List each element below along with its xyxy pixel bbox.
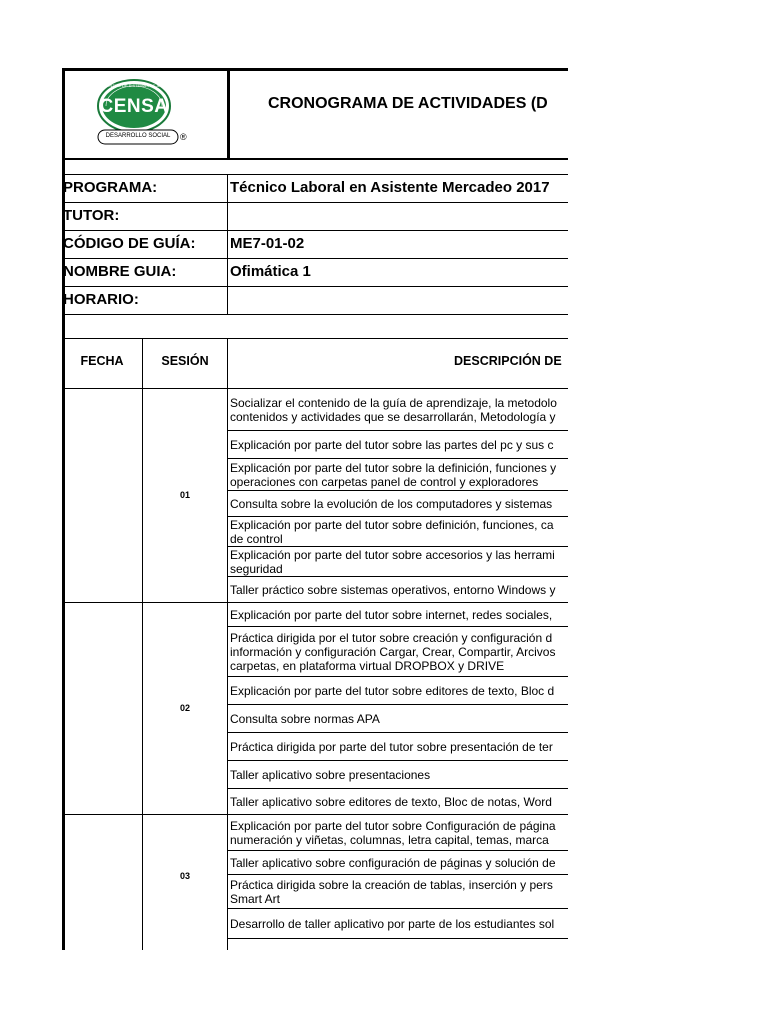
activity-row-border (228, 850, 568, 851)
activity-line: Consulta sobre la evolución de los computadores y sistemas (230, 497, 553, 511)
activity-description (230, 608, 552, 622)
activity-line: de control (230, 532, 283, 546)
colhead-top-border (62, 338, 568, 339)
column-header-sesion: SESIÓN (161, 354, 209, 368)
colhead-bottom-border (62, 388, 568, 389)
activity-description (230, 768, 430, 782)
session-number: 01 (179, 490, 190, 500)
info-row-border (62, 202, 568, 203)
column-header-fecha: FECHA (80, 354, 124, 368)
activity-row-border (228, 626, 568, 627)
activity-line: información y configuración Cargar, Crear, Compartir, Arcivos (230, 645, 556, 659)
activity-line: numeración y viñetas, columnas, letra capital, temas, marca (230, 833, 549, 847)
header-bottom-border (62, 158, 568, 160)
activity-description (230, 396, 557, 424)
activity-description (230, 856, 556, 870)
logo-brand-text: CENSA (99, 96, 169, 117)
activity-line: Práctica dirigida sobre la creación de tablas, inserción y pers (230, 878, 553, 892)
activity-line: Explicación por parte del tutor sobre editores de texto, Bloc d (230, 684, 555, 698)
info-top-border (62, 174, 568, 175)
logo-tagline: DESARROLLO SOCIAL (105, 133, 171, 139)
session-number: 03 (179, 871, 190, 881)
activity-row-border (228, 814, 568, 815)
info-value: Ofimática 1 (230, 263, 311, 280)
activity-line: Taller aplicativo sobre configuración de páginas y solución de (230, 856, 556, 870)
activity-description (230, 795, 552, 809)
activity-line: operaciones con carpetas panel de control y exploradores (230, 475, 539, 489)
activity-description (230, 461, 556, 489)
session-separator (62, 602, 228, 603)
registered-mark: ® (180, 132, 187, 142)
session-number: 02 (179, 703, 190, 713)
activity-row-border (228, 676, 568, 677)
info-row-border (62, 314, 568, 315)
activity-description (230, 548, 555, 576)
activity-line: seguridad (230, 562, 283, 576)
info-col-divider (227, 258, 228, 286)
activity-line: Desarrollo de taller aplicativo por parte de los estudiantes sol (230, 917, 555, 931)
censa-logo (92, 78, 192, 152)
activity-row-border (228, 458, 568, 459)
activity-line: Consulta sobre normas APA (230, 712, 380, 726)
activity-description (230, 631, 555, 673)
logo-arc-text: CENTRO DE SISTEMAS DE ANTIOQUIA (104, 83, 179, 88)
activity-line: Taller práctico sobre sistemas operativos, entorno Windows y (230, 583, 556, 597)
activity-row-border (228, 704, 568, 705)
info-label: HORARIO: (63, 291, 139, 308)
activity-description (230, 518, 554, 546)
activity-line: contenidos y actividades que se desarrollarán, Metodología y (230, 410, 556, 424)
activity-line: Explicación por parte del tutor sobre definición, funciones, ca (230, 518, 554, 532)
info-label: NOMBRE GUIA: (63, 263, 177, 280)
activity-line: Explicación por parte del tutor sobre la definición, funciones y (230, 461, 557, 475)
info-col-divider (227, 286, 228, 314)
activity-description (230, 712, 380, 726)
activity-line: Explicación por parte del tutor sobre las partes del pc y sus c (230, 438, 554, 452)
info-col-divider (227, 202, 228, 230)
activity-row-border (228, 908, 568, 909)
activity-row-border (228, 516, 568, 517)
activity-row-border (228, 788, 568, 789)
activity-line: Smart Art (230, 892, 281, 906)
activity-row-border (228, 760, 568, 761)
activity-line: Taller aplicativo sobre presentaciones (230, 768, 431, 782)
activity-line: Explicación por parte del tutor sobre internet, redes sociales, (230, 608, 553, 622)
activity-line: Práctica dirigida por el tutor sobre creación y configuración d (230, 631, 553, 645)
activity-row-border (228, 602, 568, 603)
info-value: ME7-01-02 (230, 235, 305, 252)
activity-line: Taller aplicativo sobre editores de texto, Bloc de notas, Word (230, 795, 552, 809)
activity-description (230, 497, 552, 511)
fecha-col-divider (142, 338, 143, 950)
activity-row-border (228, 874, 568, 875)
activity-description (230, 740, 553, 754)
activity-description (230, 917, 554, 931)
info-label: PROGRAMA: (63, 179, 158, 196)
activity-description (230, 878, 553, 906)
activity-row-border (228, 490, 568, 491)
activity-description (230, 583, 555, 597)
top-border (62, 68, 568, 71)
activity-row-border (228, 576, 568, 577)
info-label: TUTOR: (63, 207, 120, 224)
activity-description (230, 819, 556, 847)
page-title: CRONOGRAMA DE ACTIVIDADES (D (268, 95, 548, 112)
column-header-descripcion: DESCRIPCIÓN DE (454, 354, 562, 368)
activity-row-border (228, 732, 568, 733)
activity-row-border (228, 938, 568, 939)
activity-line: carpetas, en plataforma virtual DROPBOX y DRIVE (230, 659, 505, 673)
activity-line: Explicación por parte del tutor sobre Configuración de página (230, 819, 556, 833)
info-label: CÓDIGO DE GUÍA: (63, 235, 196, 252)
session-separator (62, 814, 228, 815)
activity-line: Explicación por parte del tutor sobre accesorios y las herrami (230, 548, 555, 562)
activity-row-border (228, 430, 568, 431)
activity-description (230, 684, 554, 698)
info-col-divider (227, 174, 228, 202)
info-col-divider (227, 230, 228, 258)
header-divider (227, 68, 230, 160)
info-value: Técnico Laboral en Asistente Mercadeo 2017 (230, 179, 550, 196)
activity-row-border (228, 546, 568, 547)
activity-line: Socializar el contenido de la guía de aprendizaje, la metodolo (230, 396, 557, 410)
schedule-sheet (62, 68, 568, 950)
activity-line: Práctica dirigida por parte del tutor sobre presentación de ter (230, 740, 553, 754)
activity-description (230, 438, 554, 452)
